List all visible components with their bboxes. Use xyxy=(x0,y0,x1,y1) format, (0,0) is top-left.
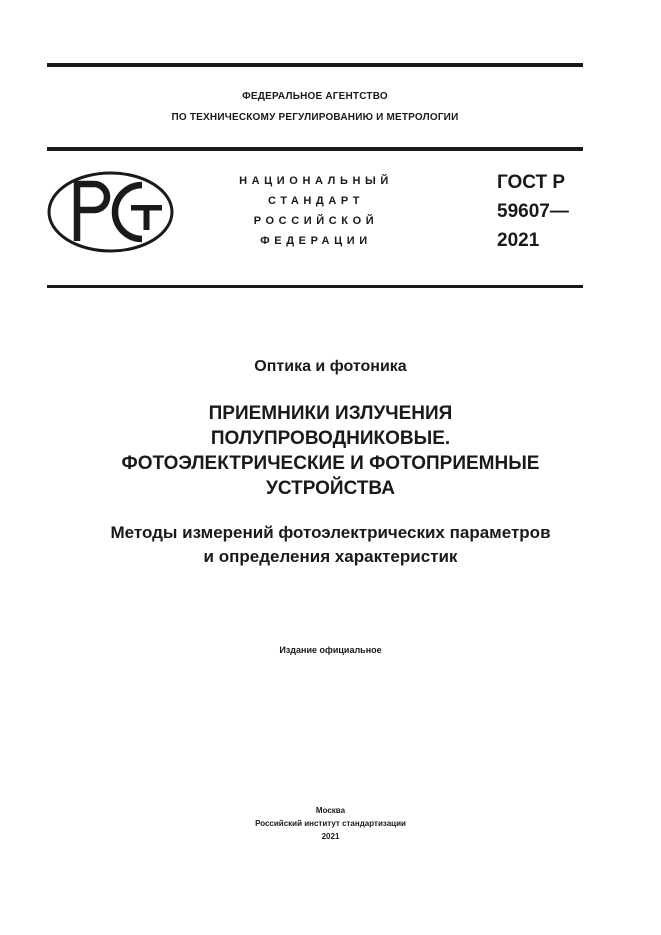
standard-code-line: 59607— xyxy=(497,201,569,222)
rst-certification-mark-icon xyxy=(47,171,174,253)
footer-publisher: Российский институт стандартизации xyxy=(255,819,406,828)
title-line: ФОТОЭЛЕКТРИЧЕСКИЕ И ФОТОПРИЕМНЫЕ xyxy=(121,453,540,474)
national-standard-line: РОССИЙСКОЙ xyxy=(253,215,379,227)
publication-footer xyxy=(30,804,631,843)
title-line: ПОЛУПРОВОДНИКОВЫЕ. xyxy=(210,428,451,449)
edition-label: Издание официальное xyxy=(279,645,382,655)
national-standard-label xyxy=(213,171,419,251)
standard-code-line: ГОСТ Р xyxy=(497,172,566,193)
title-line: ПРИЕМНИКИ ИЗЛУЧЕНИЯ xyxy=(208,403,453,424)
subtitle-line: Методы измерений фотоэлектрических параметров xyxy=(110,523,551,542)
series-title: Оптика и фотоника xyxy=(254,358,407,375)
middle-rule xyxy=(47,147,583,151)
document-subtitle xyxy=(30,521,631,569)
bottom-rule xyxy=(47,285,583,288)
footer-year: 2021 xyxy=(321,832,340,841)
national-standard-line: СТАНДАРТ xyxy=(267,195,365,207)
agency-line-1: ФЕДЕРАЛЬНОЕ АГЕНТСТВО xyxy=(242,91,388,102)
footer-city: Москва xyxy=(315,806,346,815)
standard-code xyxy=(497,168,569,255)
subtitle-line: и определения характеристик xyxy=(203,547,458,566)
title-line: УСТРОЙСТВА xyxy=(266,478,395,499)
top-rule xyxy=(47,63,583,67)
national-standard-line: ФЕДЕРАЦИИ xyxy=(260,235,372,247)
standard-code-line: 2021 xyxy=(497,230,540,251)
national-standard-line: НАЦИОНАЛЬНЫЙ xyxy=(239,175,393,187)
agency-line-2: ПО ТЕХНИЧЕСКОМУ РЕГУЛИРОВАНИЮ И МЕТРОЛОГИИ xyxy=(171,112,459,123)
document-title xyxy=(30,401,631,501)
